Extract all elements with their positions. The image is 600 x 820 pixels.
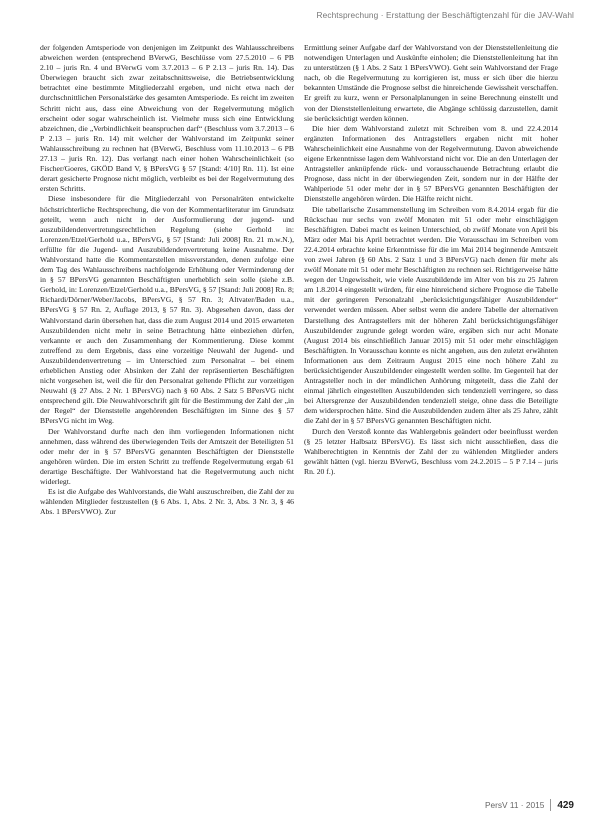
running-header: Rechtsprechung · Erstattung der Beschäftigtenzahl für die JAV-Wahl [316,10,574,20]
footer-divider [550,799,551,811]
page-number: 429 [557,799,574,811]
journal-source: PersV 11 · 2015 [484,800,545,810]
right-column [304,43,558,477]
left-column [40,43,294,517]
paragraph: Durch den Verstoß konnte das Wahlergebnis geändert oder beeinflusst werden (§ 25 letzter Halbsatz BPersVG). Es lässt sich nicht ausschließen, dass die Wahlberechtigten in Kenntnis der Zahl der zu wählenden Mitglieder anders gewählt hätten (vgl. hierzu BVerwG, Beschluss vom 24.2.2015 – 5 P 7.14 – juris Rn. 20 f.). [304,426,558,476]
paragraph: Der Wahlvorstand durfte nach den ihm vorliegenden Informationen nicht annehmen, dass während des überwiegenden Teils der Amtszeit der Beteiligten 51 oder mehr der in § 57 BPersVG genannten Beschäftigten der Dienststelle angehören würden. Die im ersten Schritt zu treffende Regelvermutung ergab 61 derartige Beschäftigte. Der Wahlvorstand hat die Regelvermutung auch nicht widerlegt. [40,426,294,487]
paragraph: Die tabellarische Zusammenstellung im Schreiben vom 8.4.2014 ergab für die Rückschau nur sechs von zwölf Monaten mit 51 oder mehr einschlägigen Beschäftigten. Dabei macht es keinen Unterschied, ob zwölf Monate von April bis März oder Mai bis April betrachtet werden. Die Vorausschau im Schreiben vom 22.4.2014 erbrachte keine Erkenntnisse für die im Mai 2014 beginnende Amtszeit von zwei Jahren (§ 60 Abs. 2 Satz 1 und 3 BPersVG) nach denen für mehr als zwölf Monate mit 51 oder mehr Beschäftigten zu rechnen sei. Richtigerweise hätte wegen der Ungewissheit, wie viele Auszubildende im Alter von bis zu 25 Jahren am 1.8.2014 eingestellt würden, für eine hinreichend sichere Prognose die Tabelle mit der geringeren Personalzahl „berücksichtigungsfähiger Auszubildender“ verwendet werden müssen. Aber selbst wenn die andere Tabelle der alternativen Darstellung des Antragstellers mit der höheren Zahl berücksichtigungsfähiger Auszubildender zugrunde gelegt worden wäre, ergäben sich nur acht Monate (August 2014 bis einschließlich Januar 2015) mit 51 oder mehr einschlägigen Beschäftigten. In Vorausschau konnte es nicht angehen, aus den zuletzt erwähnten Informationen aus dem Zeitraum August 2015 eine noch höhere Zahl zu berücksichtigender Auszubildender eingestellt werden sollte. Im Gegenteil hat der Antragsteller noch in der mündlichen Anhörung mitgeteilt, dass die Zahl der einmal jährlich eingestellten Auszubildenden sich tendenziell verringere, so dass bei Altersgrenze der Auszubildenden tendenziell steige, ohne dass die Beteiligte dem widersprochen hätte. Sind die Auszubildenden zudem älter als 25 Jahre, zählt die Zahl der in § 57 BPersVG genannten Beschäftigten nicht. [304,204,558,426]
page-footer [485,799,574,811]
paragraph: der folgenden Amtsperiode von denjenigen im Zeitpunkt des Wahlausschreibens abweichen werden (entsprechend BVerwG, Beschlüsse vom 27.5.2010 – 6 PB 2.10 – juris Rn. 4 und BVerwG vom 3.7.2013 – 6 P 2.13 – juris Rn. 14). Das Überwiegen braucht sich zwar zeitabschnittsweise, die Betriebsentwicklung betrachtet eine bestimmte Mitgliederzahl ergeben, und nicht etwa nach der durchschnittlichen Personalstärke des gesamten Amtsperiode. Es reicht im zweiten Schritt nicht aus, dass eine Abweichung von der Regelvermutung möglich erscheint oder sogar wahrscheinlich ist. Vielmehr muss sich eine Entwicklung abzeichnen, die „Verbindlichkeit beanspruchen darf“ (Beschluss vom 3.7.2013 – 6 P 2.13 – juris Rn. 14) mit welcher der Wahlvorstand im Zeitpunkt seiner Wahlausschreibung zu rechnen hat (BVerwG, Beschluss vom 11.10.2013 – 6 PB 27.13 – juris Rn. 12). Das verlangt nach einer hohen Wahrscheinlichkeit (so Fischer/Goeres, GKÖD Band V, § BPersVG § 57 [Stand: 4/10] Rn. 11). Ist eine derart gesicherte Prognose nicht möglich, verbleibt es bei der Regelvermutung des ersten Schritts. [40,43,294,194]
paragraph: Ermittlung seiner Aufgabe darf der Wahlvorstand von der Dienststellenleitung die notwendigen Unterlagen und Auskünfte einholen; die Dienststellenleitung hat ihn zu unterstützen (§ 1 Abs. 2 Satz 1 BPersVWO). Geht sein Wahlvorstand der Frage nach, ob die Regelvermutung zu korrigieren ist, muss er sich über die hierzu bekannten Umstände die Prognose selbst die hinreichende Gewissheit verschaffen. Er greift zu kurz, wenn er Personalplanungen in seine Berechnung einstellt und von der Dienststellenleitung erwartete, die Abgänge schlüssig darzustellen, damit sie berücksichtigt werden können. [304,43,558,123]
paragraph: Diese insbesondere für die Mitgliederzahl von Personalräten entwickelte höchstrichterliche Rechtsprechung, die von der Kommentarliteratur im Grundsatz geteilt, wenn auch nicht in der Ausformulierung der jugend- und auszubildendenvertretungsrechtlichen Regelung (siehe Gerhold in: Lorenzen/Etzel/Gerhold u.a., BPersVG, § 57 [Stand: Juli 2008] Rn. 21 m.w.N.), erfüllte für die Jugend- und Auszubildendenvertretung keine Ausnahme. Der Wahlvorstand hatte die Kommentarstellen missverstanden, denen zufolge eine dem Tag des Wahlausschreibens nachfolgende Erhöhung oder Verminderung der in § 57 BPersVG genannten Beschäftigten unerheblich sein solle (siehe z.B. Gerhold, in: Lorenzen/Etzel/Gerhold u.a., BPersVG, § 57 [Stand: Juli 2008] Rn. 8; Richardi/Dörner/Weber/Jacobs, BPersVG, § 57 Rn. 3; Altvater/Baden u.a., BPersVG § 57 Rn. 2, Auflage 2013, § 57 Rn. 3). Abgesehen davon, dass der Wahlvorstand darin übersehen hat, dass die zum August 2014 und 2015 erwarteten Auszubildenden nicht mehr in seine Betrachtung hätte einbeziehen dürfen, verkannte er auch den Zusammenhang der Kommentierung. Diese kommt zutreffend zu dem Ergebnis, dass eine vorzeitige Neuwahl der Jugend- und Auszubildendenvertretung – im Unterschied zum Personalrat – bei einem erheblichen Anstieg oder Absinken der Zahl der repräsentierten Beschäftigten nicht vorgesehen ist, weil die für den Personalrat geltende Pflicht zur vorzeitigen Neuwahl (§ 27 Abs. 2 Nr. 1 BPersVG) nach § 60 Abs. 2 Satz 5 BPersVG nicht entsprechend gilt. Die Neuwahlvorschrift gilt für die Bestimmung der Zahl der „in der Regel“ der Dienststelle angehörenden Beschäftigten im Sinne des § 57 BPersVG nicht im Weg. [40,194,294,426]
paragraph: Die hier dem Wahlvorstand zuletzt mit Schreiben vom 8. und 22.4.2014 ergänzten Informationen des Antragstellers ergaben nicht mit hoher Wahrscheinlichkeit eine Ausnahme von der Regelvermutung. Davon abweichende eigene Erkenntnisse lagen dem Wahlvorstand nicht vor. Die an den Unterlagen der Antragsteller anknüpfende rück- und vorausschauende Betrachtung erlaubt die Prognose, dass nicht in der überwiegenden Zeit, sondern nur in der Hälfte der Wahlperiode 51 oder mehr der in § 57 BPersVG genannten Beschäftigten der Dienststelle angehören würden. Die Hälfte reicht nicht. [304,123,558,204]
paragraph: Es ist die Aufgabe des Wahlvorstands, die Wahl auszuschreiben, die Zahl der zu wählenden Mitglieder festzustellen (§ 6 Abs. 1, Abs. 2 Nr. 3, Abs. 3 Nr. 3, § 46 Abs. 1 BPersVWO). Zur [40,487,294,517]
